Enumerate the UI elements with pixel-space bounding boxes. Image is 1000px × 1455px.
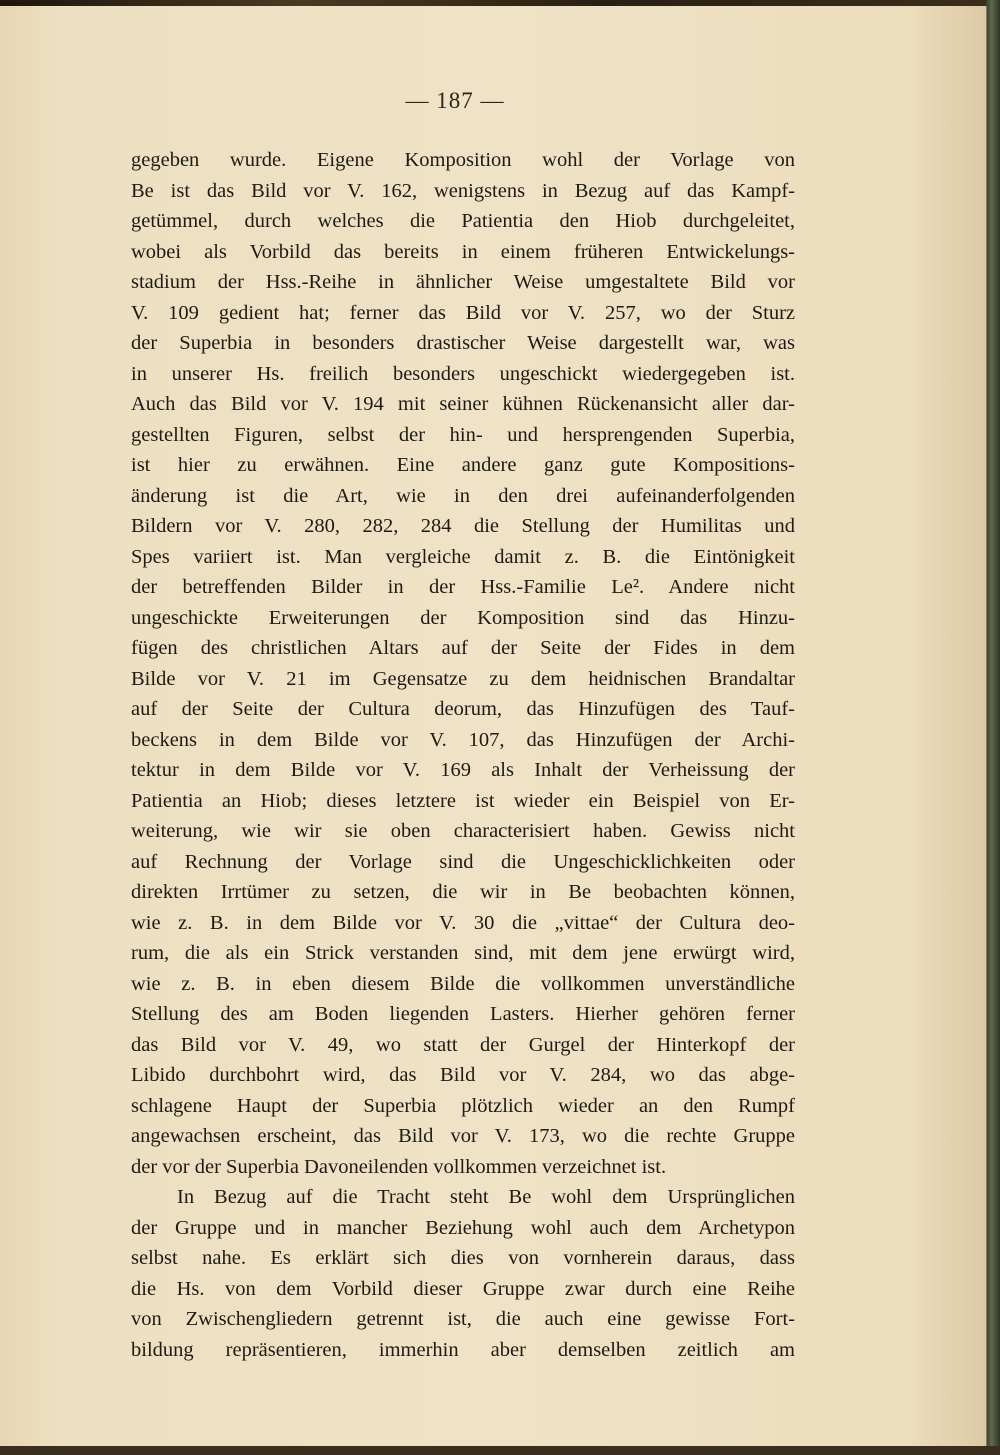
text-line: auf Rechnung der Vorlage sind die Ungeschicklichkeiten oder [131,850,795,873]
book-spine-edge [986,0,1000,1455]
book-bottom-edge [0,1446,1000,1455]
text-line: Spes variiert ist. Man vergleiche damit z. B. die Eintönigkeit [131,545,795,568]
text-line: V. 109 gedient hat; ferner das Bild vor V. 257, wo der Sturz [131,301,795,324]
text-line: der vor der Superbia Davoneilenden vollkommen verzeichnet ist. [131,1155,667,1178]
text-line: gestellten Figuren, selbst der hin- und hersprengenden Superbia, [131,423,795,446]
text-line: rum, die als ein Strick verstanden sind, mit dem jene erwürgt wird, [131,942,795,964]
text-line: weiterung, wie wir sie oben characterisiert haben. Gewiss nicht [131,820,795,842]
text-line: wie z. B. in dem Bilde vor V. 30 die „vittae“ der Cultura deo- [131,911,795,934]
text-line: In Bezug auf die Tracht steht Be wohl dem Ursprünglichen [177,1186,795,1208]
text-line: der Gruppe und in mancher Beziehung wohl auch dem Archetypon [131,1216,795,1239]
text-line: Bilde vor V. 21 im Gegensatze zu dem heidnischen Brandaltar [131,667,795,690]
text-line: auf der Seite der Cultura deorum, das Hinzufügen des Tauf- [131,698,795,720]
text-line: Patientia an Hiob; dieses letztere ist wieder ein Beispiel von Er- [131,789,795,812]
text-line: in unserer Hs. freilich besonders ungeschickt wiedergegeben ist. [131,362,795,385]
text-line: beckens in dem Bilde vor V. 107, das Hinzufügen der Archi- [131,728,795,751]
text-line: ungeschickte Erweiterungen der Komposition sind das Hinzu- [131,606,795,629]
text-line: Stellung des am Boden liegenden Lasters. Hierher gehören ferner [131,1003,795,1025]
body-text [131,145,795,1365]
text-line: stadium der Hss.-Reihe in ähnlicher Weise umgestaltete Bild vor [131,271,795,293]
text-line: schlagene Haupt der Superbia plötzlich wieder an den Rumpf [131,1094,795,1117]
text-line: die Hs. von dem Vorbild dieser Gruppe zwar durch eine Reihe [131,1277,795,1300]
text-line: angewachsen erscheint, das Bild vor V. 173, wo die rechte Gruppe [131,1125,795,1147]
text-line: der betreffenden Bilder in der Hss.-Familie Le². Andere nicht [131,576,795,598]
text-line: ist hier zu erwähnen. Eine andere ganz gute Kompositions- [131,454,795,476]
text-line: direkten Irrtümer zu setzen, die wir in Be beobachten können, [131,881,795,903]
text-line: der Superbia in besonders drastischer Weise dargestellt war, was [131,332,795,354]
text-line: gegeben wurde. Eigene Komposition wohl der Vorlage von [131,149,795,171]
book-page [0,6,987,1448]
text-line: wie z. B. in eben diesem Bilde die vollkommen unverständliche [131,972,795,995]
text-line: selbst nahe. Es erklärt sich dies von vornherein daraus, dass [131,1247,795,1269]
text-line: Libido durchbohrt wird, das Bild vor V. 284, wo das abge- [131,1064,795,1086]
text-line: änderung ist die Art, wie in den drei aufeinanderfolgenden [131,484,795,507]
text-line: Auch das Bild vor V. 194 mit seiner kühnen Rückenansicht aller dar- [131,393,795,415]
text-line: bildung repräsentieren, immerhin aber demselben zeitlich am [131,1338,795,1361]
text-line: wobei als Vorbild das bereits in einem früheren Entwickelungs- [131,240,795,263]
text-line: das Bild vor V. 49, wo statt der Gurgel der Hinterkopf der [131,1033,795,1056]
text-line: von Zwischengliedern getrennt ist, die auch eine gewisse Fort- [131,1308,795,1330]
text-line: getümmel, durch welches die Patientia den Hiob durchgeleitet, [131,210,795,232]
page-number: — 187 — [405,88,505,113]
text-line: fügen des christlichen Altars auf der Seite der Fides in dem [131,637,795,659]
text-line: Be ist das Bild vor V. 162, wenigstens in Bezug auf das Kampf- [131,179,795,202]
text-line: tektur in dem Bilde vor V. 169 als Inhalt der Verheissung der [131,759,795,781]
text-line: Bildern vor V. 280, 282, 284 die Stellung der Humilitas und [131,515,795,537]
